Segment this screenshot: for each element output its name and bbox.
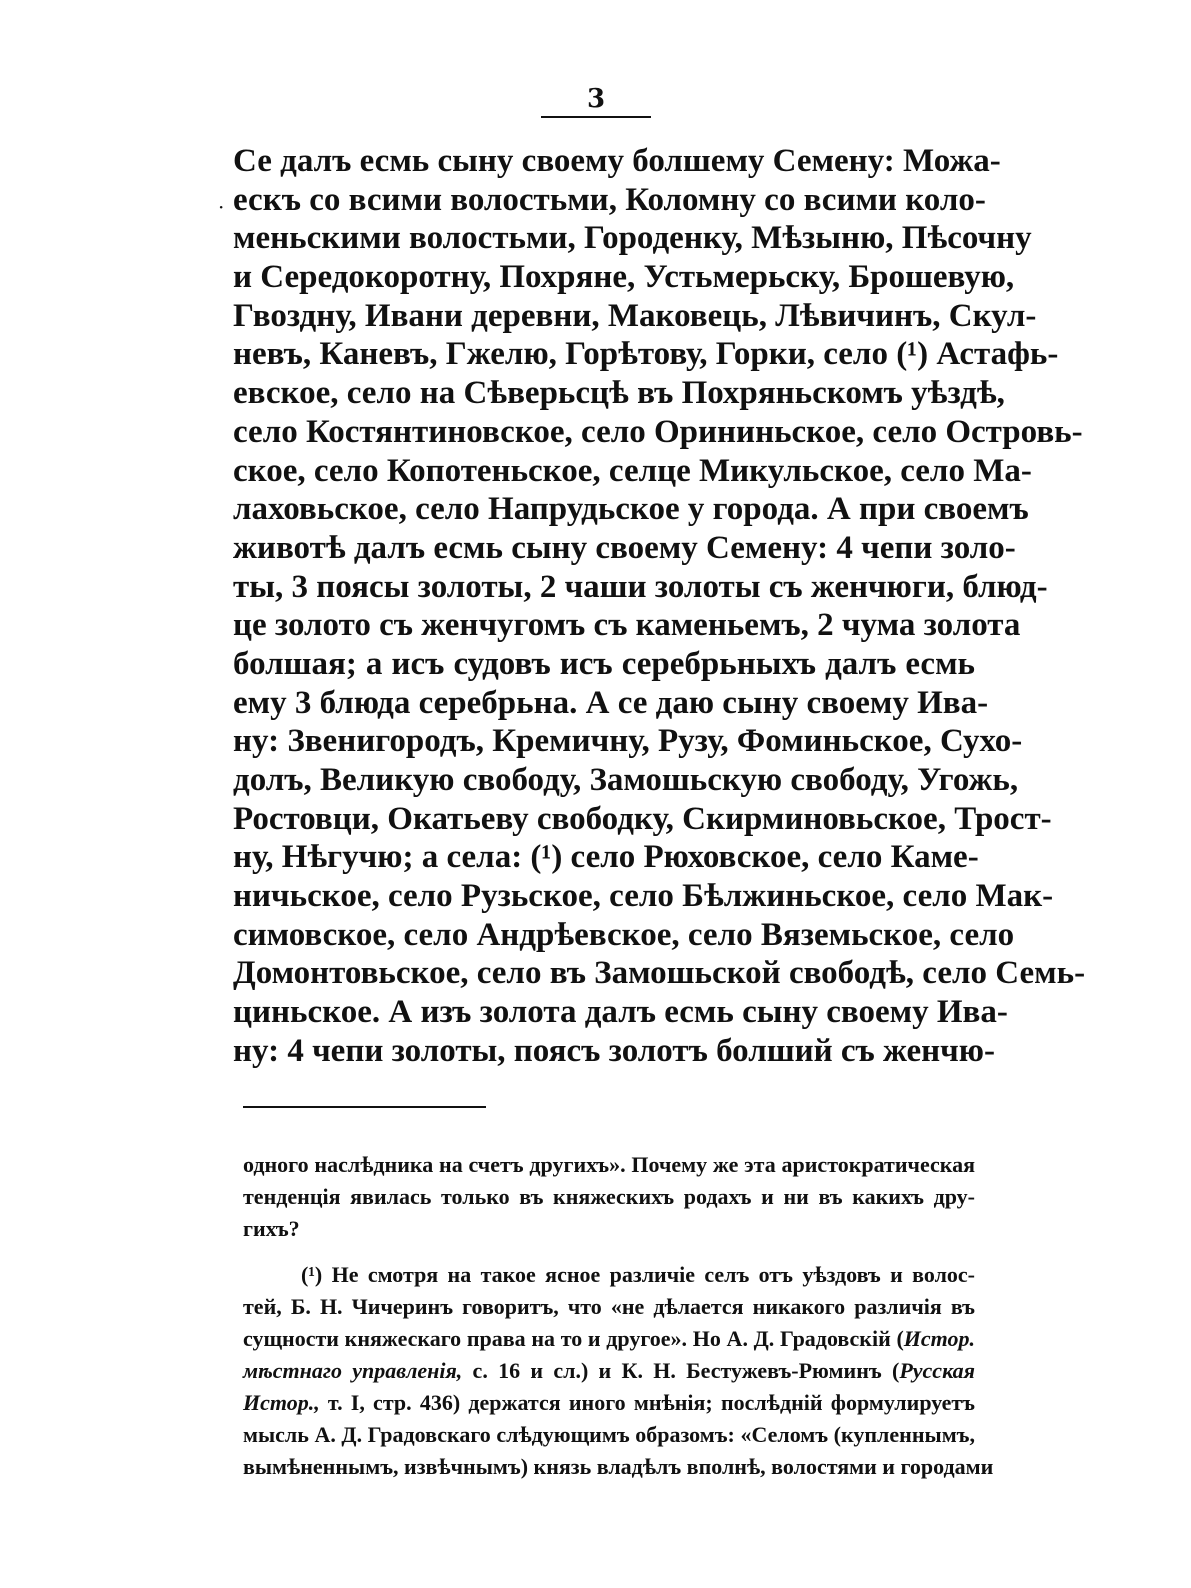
- main-line: ескъ со всими волостьми, Коломну со всими коло-: [233, 181, 986, 218]
- main-line: село Костянтиновское, село Орининьское, село Островь-: [233, 413, 1083, 450]
- citation-title: Русская: [899, 1358, 976, 1383]
- main-line: Домонтовьское, село въ Замошьской свободѣ, село Семь-: [233, 955, 1086, 992]
- footnote-separator: [243, 1106, 486, 1108]
- citation-title: мѣстнаго управленія,: [243, 1358, 463, 1383]
- main-line: це золото съ женчугомъ съ каменьемъ, 2 чума золота: [233, 607, 1021, 644]
- main-line: Гвоздну, Ивани деревни, Маковець, Лѣвичинъ, Скул-: [233, 297, 1037, 334]
- main-line: циньское. А изъ золота далъ есмь сыну своему Ива-: [233, 994, 1008, 1031]
- footnotes-block: [243, 1149, 994, 1483]
- footnote-gap: [243, 1245, 975, 1259]
- main-text-block: [233, 142, 1086, 1071]
- citation-title: Истор.,: [243, 1390, 320, 1415]
- citation-title: Истор.: [903, 1326, 975, 1351]
- footnote-1-line: вымѣненнымъ, извѣчнымъ) князь владѣлъ вполнѣ, волостями и городами: [243, 1454, 994, 1479]
- main-line: ты, 3 поясы золоты, 2 чаши золоты съ женчюги, блюд-: [233, 568, 1048, 605]
- main-line: невъ, Каневъ, Гжелю, Горѣтову, Горки, село (¹) Астафь-: [233, 336, 1059, 373]
- footnote-continuation-line: одного наслѣдника на счетъ другихъ». Почему же эта аристократическая: [243, 1152, 975, 1177]
- main-line: ничьское, село Рузьское, село Бѣлжиньское, село Мак-: [233, 878, 1054, 915]
- footnote-1-line: [243, 1355, 975, 1387]
- footnote-1-line: (¹) Не смотря на такое ясное различіе селъ отъ уѣздовъ и волос-: [301, 1262, 975, 1287]
- main-line: ское, село Копотеньское, селце Микульское, село Ма-: [233, 452, 1032, 489]
- main-line: Ростовци, Окатьеву свободку, Скирминовьское, Трост-: [233, 800, 1052, 837]
- footnote-continuation-line: гихъ?: [243, 1216, 300, 1241]
- main-line: болшая; а исъ судовъ исъ серебрьныхъ далъ есмь: [233, 645, 975, 682]
- main-line: меньскими волостьми, Городенку, Мѣзыню, Пѣсочну: [233, 220, 1032, 257]
- footnote-continuation-line: тенденція явилась только въ княжескихъ родахъ и ни въ какихъ дру-: [243, 1184, 975, 1209]
- page-header: [541, 84, 651, 118]
- footnote-1-line: [243, 1387, 975, 1419]
- footnote-text: сущности княжескаго права на то и другое». Но А. Д. Градовскій (: [243, 1326, 904, 1351]
- main-line: и Середокоротну, Похряне, Устьмерьску, Брошевую,: [233, 259, 1015, 296]
- main-line: долъ, Великую свободу, Замошьскую свободу, Угожь,: [233, 762, 1019, 798]
- main-line: евское, село на Сѣверьсцѣ въ Похряньскомъ уѣздѣ,: [233, 375, 1005, 412]
- main-line: ну: 4 чепи золоты, поясъ золотъ болший съ женчю-: [233, 1032, 995, 1069]
- footnote-text: с. 16 и сл.) и К. Н. Бестужевъ-Рюминъ (: [462, 1358, 900, 1383]
- main-line: лаховьское, село Напрудьское у города. А при своемъ: [233, 491, 1029, 528]
- footnote-1-line: [243, 1323, 975, 1355]
- main-line: ему 3 блюда серебрьна. А се даю сыну своему Ива-: [233, 684, 989, 721]
- main-line: симовское, село Андрѣевское, село Вяземьское, село: [233, 916, 1015, 953]
- main-line: Се далъ есмь сыну своему болшему Семену: Можа-: [233, 143, 1001, 179]
- footnote-text: т. I, стр. 436) держатся иного мнѣнія; послѣдній формулируетъ: [319, 1390, 975, 1415]
- main-line: ну: Звенигородъ, Кремичну, Рузу, Фоминьское, Сухо-: [233, 723, 1023, 760]
- margin-dot: ·: [218, 195, 225, 219]
- page-number: 3: [586, 84, 606, 114]
- header-rule: [541, 116, 651, 118]
- footnote-1-line: мысль А. Д. Градовскаго слѣдующимъ образомъ: «Селомъ (купленнымъ,: [243, 1422, 975, 1447]
- footnote-1-line: тей, Б. Н. Чичеринъ говоритъ, что «не дѣлается никакого различія въ: [243, 1294, 975, 1319]
- main-line: животѣ далъ есмь сыну своему Семену: 4 чепи золо-: [233, 529, 1016, 566]
- main-line: ну, Нѣгучю; а села: (¹) село Рюховское, село Каме-: [233, 839, 979, 876]
